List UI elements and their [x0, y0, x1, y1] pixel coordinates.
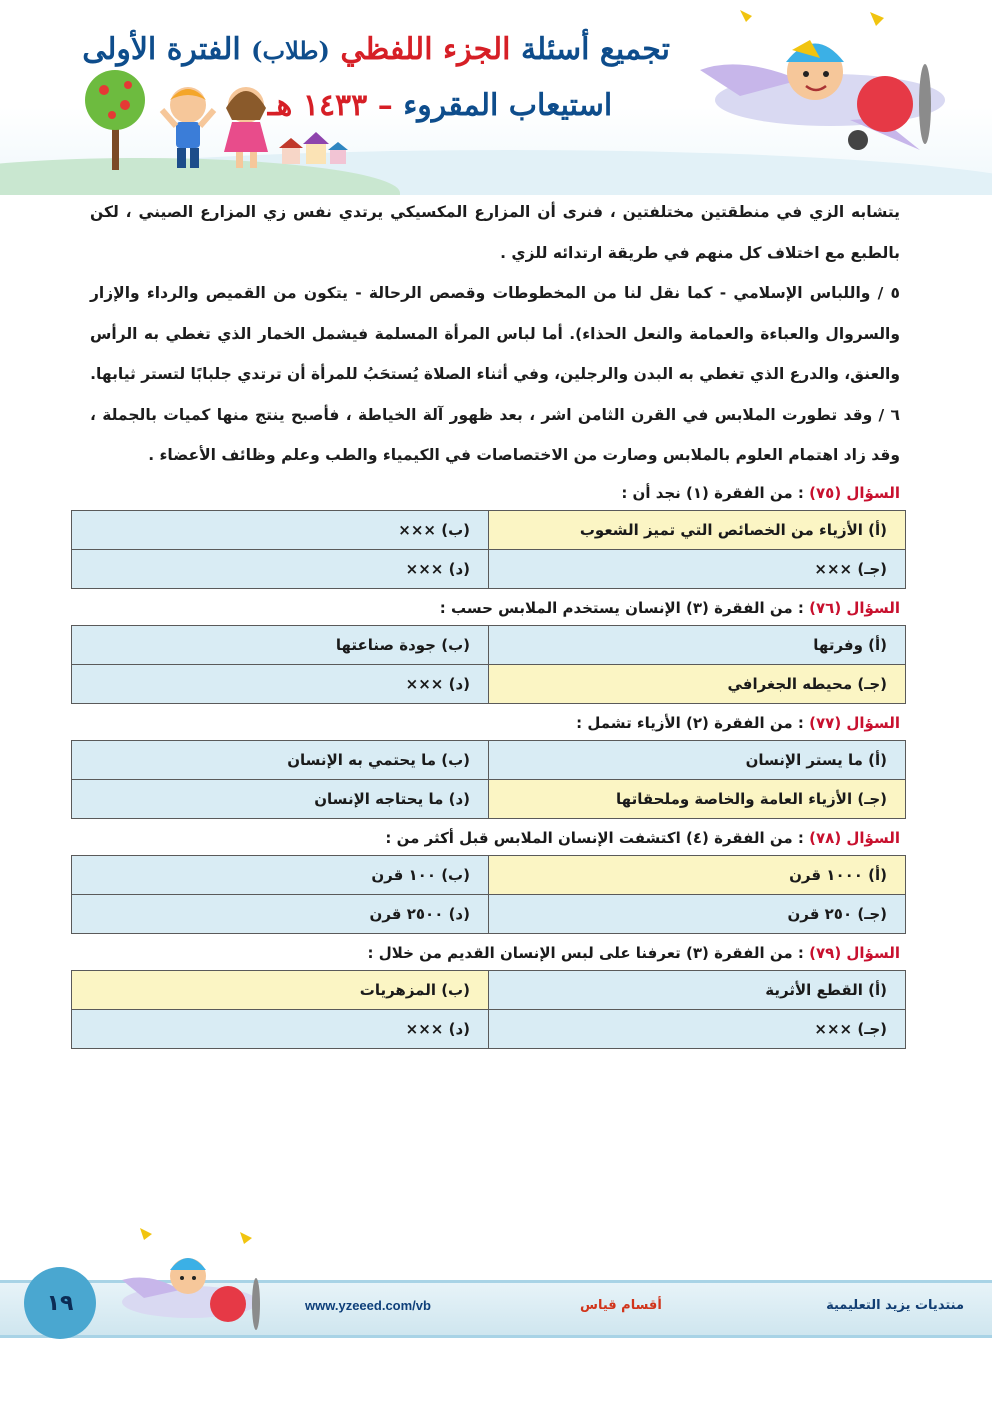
question-label [90, 480, 900, 506]
option-d[interactable]: (د) ما يحتاجه الإنسان [72, 779, 489, 818]
table-row [72, 549, 906, 588]
question-label [90, 710, 900, 736]
bird-icon [740, 10, 884, 26]
page-header [0, 0, 992, 195]
option-c[interactable]: (جـ) ٢٥٠ قرن [489, 894, 906, 933]
question-number: السؤال (٧٩) [809, 943, 900, 962]
option-d[interactable]: (د) ××× [72, 1009, 489, 1048]
table-row [72, 664, 906, 703]
paragraph-1: يتشابه الزي في منطقتين مختلفتين ، فنرى أن المزارع المكسيكي يرتدي نفس زي المزارع الصيني ، لكن بالطبع مع اختلاف كل منهم في طريقة ارتدائه للزي . [90, 203, 900, 262]
subtitle-text: استيعاب المقروء [403, 88, 613, 123]
bird-icon [140, 1228, 252, 1244]
answer-table [71, 740, 906, 819]
option-a[interactable]: (أ) القطع الأثرية [489, 970, 906, 1009]
question-number: السؤال (٧٥) [809, 483, 900, 502]
option-a[interactable]: (أ) الأزياء من الخصائص التي تميز الشعوب [489, 510, 906, 549]
option-d[interactable]: (د) ٢٥٠٠ قرن [72, 894, 489, 933]
main-content [90, 192, 900, 1055]
pilot-boy-icon [786, 40, 844, 100]
page-title [82, 32, 670, 67]
table-row [72, 970, 906, 1009]
title-highlight: الجزء اللفظي [340, 32, 511, 67]
subtitle-year: – ١٤٣٣ هـ [267, 88, 393, 123]
table-row [72, 855, 906, 894]
option-a[interactable]: (أ) ١٠٠٠ قرن [489, 855, 906, 894]
table-row [72, 1009, 906, 1048]
question-number: السؤال (٧٧) [809, 713, 900, 732]
forum-name: منتديات يزيد التعليمية [826, 1298, 964, 1313]
question-text: : من الفقرة (١) نجد أن : [621, 483, 804, 502]
table-row [72, 510, 906, 549]
tree-icon [85, 70, 145, 170]
option-b[interactable]: (ب) جودة صناعتها [72, 625, 489, 664]
website-link[interactable]: www.yzeeed.com/vb [305, 1298, 431, 1313]
page-number: ١٩ [24, 1267, 96, 1339]
option-b[interactable]: (ب) ١٠٠ قرن [72, 855, 489, 894]
question-text: : من الفقرة (٣) الإنسان يستخدم الملابس حسب : [439, 598, 804, 617]
table-row [72, 625, 906, 664]
question-text: : من الفقرة (٣) تعرفنا على لبس الإنسان القديم من خلال : [367, 943, 804, 962]
question-label [90, 595, 900, 621]
option-a[interactable]: (أ) ما يستر الإنسان [489, 740, 906, 779]
option-b[interactable]: (ب) المزهريات [72, 970, 489, 1009]
table-row [72, 740, 906, 779]
answer-table [71, 855, 906, 934]
title-part-1: تجميع أسئلة [520, 32, 670, 67]
option-c[interactable]: (جـ) الأزياء العامة والخاصة وملحقاتها [489, 779, 906, 818]
answer-table [71, 510, 906, 589]
option-b[interactable]: (ب) ××× [72, 510, 489, 549]
page-footer [0, 1210, 992, 1403]
boy-icon [162, 87, 214, 168]
plane-illustration [680, 0, 992, 160]
question-label [90, 825, 900, 851]
option-a[interactable]: (أ) وفرتها [489, 625, 906, 664]
answer-table [71, 625, 906, 704]
question-number: السؤال (٧٨) [809, 828, 900, 847]
option-d[interactable]: (د) ××× [72, 549, 489, 588]
footer-plane-illustration [110, 1210, 280, 1340]
title-part-2: (طلاب) [251, 36, 330, 65]
page-subtitle [240, 88, 640, 123]
paragraph-5: ٥ / واللباس الإسلامي - كما نقل لنا من المخطوطات وقصص الرحالة - يتكون من القميص والرداء والإزار والسروال والعباءة والعمامة والنعل الحذاء). أما لباس المرأة المسلمة فيشمل الخمار الذي تغطي به الرأس والعنق، والدرع الذي تغطي به البدن والرجلين، وفي أثناء الصلاة يُستحَبُ للمرأة أن ترتدي جلبابًا لتستر ثيابها. [90, 284, 900, 383]
table-row [72, 894, 906, 933]
question-text: : من الفقرة (٢) الأزياء تشمل : [576, 713, 804, 732]
pilot-boy-icon [170, 1258, 206, 1294]
houses-icon [279, 132, 348, 164]
question-label [90, 940, 900, 966]
option-c[interactable]: (جـ) محيطه الجغرافي [489, 664, 906, 703]
table-row [72, 779, 906, 818]
option-c[interactable]: (جـ) ××× [489, 1009, 906, 1048]
question-number: السؤال (٧٦) [809, 598, 900, 617]
paragraph-6: ٦ / وقد تطورت الملابس في القرن الثامن اشر ، بعد ظهور آلة الخياطة ، فأصبح ينتج منها كميات بالجملة ، وقد زاد اهتمام العلوم بالملابس وصارت من الاختصاصات في الكيمياء والطب وعلم وظائف الأعضاء . [90, 405, 900, 464]
option-c[interactable]: (جـ) ××× [489, 549, 906, 588]
question-text: : من الفقرة (٤) اكتشفت الإنسان الملابس قبل أكثر من : [385, 828, 804, 847]
option-b[interactable]: (ب) ما يحتمي به الإنسان [72, 740, 489, 779]
answer-table [71, 970, 906, 1049]
title-part-3: الفترة الأولى [82, 32, 241, 67]
section-label: أقسام قياس [580, 1298, 662, 1313]
option-d[interactable]: (د) ××× [72, 664, 489, 703]
